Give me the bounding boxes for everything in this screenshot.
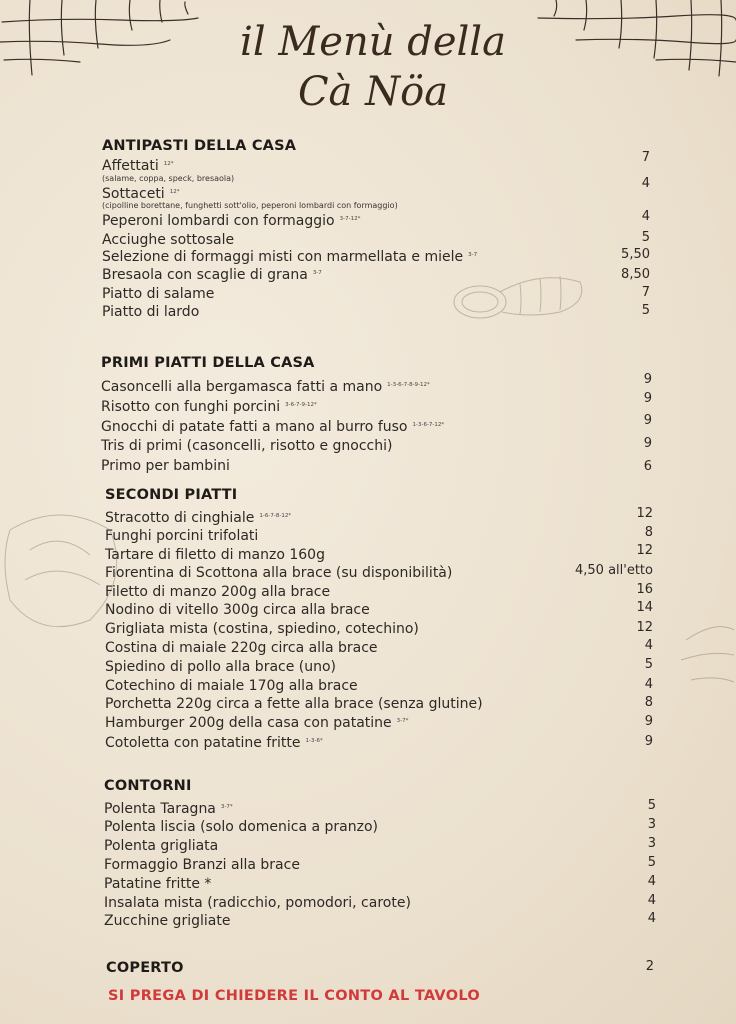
allergen-codes: 1-3-6* bbox=[305, 738, 323, 744]
allergen-codes: 12* bbox=[163, 161, 174, 167]
menu-item-name: Formaggio Branzi alla brace bbox=[104, 857, 300, 873]
menu-item-name: Hamburger 200g della casa con patatine bbox=[105, 715, 392, 731]
menu-item-description: (cipolline borettane, funghetti sott'olio, peperoni lombardi con formaggio) bbox=[102, 201, 398, 210]
menu-item-price: 4 bbox=[644, 638, 653, 653]
menu-item-name: Peperoni lombardi con formaggio bbox=[102, 213, 335, 229]
menu-item-price: 6 bbox=[643, 459, 652, 474]
menu-item-name: Polenta liscia (solo domenica a pranzo) bbox=[104, 819, 379, 835]
menu-item bbox=[105, 528, 258, 544]
salami-sketch-illustration bbox=[450, 262, 590, 332]
menu-item-price: 8 bbox=[644, 695, 653, 710]
section-heading-primi: PRIMI PIATTI DELLA CASA bbox=[101, 355, 315, 371]
allergen-codes: 3-7* bbox=[396, 718, 409, 724]
menu-item-name: Sottaceti bbox=[102, 186, 165, 202]
coperto-label: COPERTO bbox=[106, 960, 184, 976]
menu-item-name: Piatto di salame bbox=[102, 286, 215, 302]
menu-item-name: Filetto di manzo 200g alla brace bbox=[105, 584, 331, 600]
allergen-codes: 3-7-12* bbox=[339, 216, 361, 222]
menu-item-price: 4 bbox=[641, 209, 650, 224]
menu-item bbox=[105, 584, 330, 600]
menu-item-name: Cotoletta con patatine fritte bbox=[105, 735, 301, 751]
menu-item bbox=[105, 640, 378, 656]
menu-item-price: 5,50 bbox=[621, 247, 650, 262]
menu-item-price: 8 bbox=[644, 525, 653, 540]
menu-item bbox=[105, 659, 336, 675]
menu-item bbox=[105, 621, 419, 637]
menu-item-price: 14 bbox=[636, 600, 653, 615]
menu-item bbox=[102, 213, 360, 229]
menu-item-price: 5 bbox=[641, 303, 650, 318]
menu-item bbox=[101, 399, 317, 415]
menu-item-name: Patatine fritte * bbox=[104, 876, 212, 892]
allergen-codes: 3-7 bbox=[312, 270, 322, 276]
menu-item-name: Primo per bambini bbox=[101, 458, 230, 474]
menu-item-name: Nodino di vitello 300g circa alla brace bbox=[105, 602, 370, 618]
menu-item bbox=[101, 379, 430, 395]
menu-item bbox=[102, 232, 234, 248]
menu-item-price: 5 bbox=[647, 855, 656, 870]
menu-item-name: Bresaola con scaglie di grana bbox=[102, 267, 308, 283]
menu-item bbox=[101, 419, 444, 435]
menu-item bbox=[102, 267, 322, 283]
menu-item bbox=[104, 801, 233, 817]
menu-item-name: Zucchine grigliate bbox=[104, 913, 231, 929]
menu-item-price: 4 bbox=[647, 911, 656, 926]
menu-item-name: Polenta Taragna bbox=[104, 801, 216, 817]
menu-item-price: 5 bbox=[644, 657, 653, 672]
menu-item bbox=[105, 715, 408, 731]
menu-item bbox=[102, 158, 174, 174]
menu-item-name: Costina di maiale 220g circa alla brace bbox=[105, 640, 378, 656]
menu-item-name: Tris di primi (casoncelli, risotto e gnocchi) bbox=[101, 438, 393, 454]
menu-item-name: Porchetta 220g circa a fette alla brace (senza glutine) bbox=[105, 696, 483, 712]
menu-item bbox=[104, 857, 300, 873]
menu-item bbox=[105, 678, 358, 694]
menu-item bbox=[104, 838, 218, 854]
menu-item-price: 4 bbox=[647, 893, 656, 908]
menu-item-name: Fiorentina di Scottona alla brace (su disponibilità) bbox=[105, 565, 453, 581]
menu-item bbox=[101, 458, 230, 474]
menu-item-price: 9 bbox=[643, 436, 652, 451]
allergen-codes: 1-6-7-8-12* bbox=[259, 513, 292, 519]
menu-item-price: 3 bbox=[647, 817, 656, 832]
ask-bill-notice: SI PREGA DI CHIEDERE IL CONTO AL TAVOLO bbox=[108, 988, 480, 1004]
menu-item-name: Acciughe sottosale bbox=[102, 232, 235, 248]
menu-item bbox=[102, 186, 179, 202]
menu-item-name: Piatto di lardo bbox=[102, 304, 200, 320]
menu-item bbox=[101, 438, 392, 454]
menu-item-name: Stracotto di cinghiale bbox=[105, 510, 255, 526]
menu-item-name: Risotto con funghi porcini bbox=[101, 399, 281, 415]
menu-item-name: Funghi porcini trifolati bbox=[105, 528, 259, 544]
menu-item-name: Gnocchi di patate fatti a mano al burro fuso bbox=[101, 419, 408, 435]
menu-title-line-2: Cà Nöa bbox=[297, 69, 449, 115]
menu-item-price: 4 bbox=[644, 677, 653, 692]
menu-item-name: Selezione di formaggi misti con marmellata e miele bbox=[102, 249, 464, 265]
menu-item bbox=[102, 249, 477, 265]
menu-item bbox=[105, 547, 325, 563]
menu-item-price: 9 bbox=[643, 413, 652, 428]
menu-item-name: Grigliata mista (costina, spiedino, cotechino) bbox=[105, 621, 419, 637]
menu-item bbox=[105, 565, 452, 581]
menu-item bbox=[105, 696, 483, 712]
menu-item-price: 4 bbox=[647, 874, 656, 889]
menu-item bbox=[105, 510, 291, 526]
menu-item-name: Insalata mista (radicchio, pomodori, carote) bbox=[104, 895, 411, 911]
section-heading-contorni: CONTORNI bbox=[104, 778, 192, 794]
coperto-price: 2 bbox=[645, 959, 654, 974]
menu-title-line-1: il Menù della bbox=[240, 19, 506, 65]
menu-item-price: 9 bbox=[643, 391, 652, 406]
menu-item-price: 7 bbox=[641, 285, 650, 300]
allergen-codes: 3-7* bbox=[220, 804, 233, 810]
menu-item bbox=[102, 286, 214, 302]
menu-item-price: 9 bbox=[644, 714, 653, 729]
menu-item-price: 5 bbox=[647, 798, 656, 813]
section-heading-antipasti: ANTIPASTI DELLA CASA bbox=[102, 138, 297, 154]
menu-item-name: Cotechino di maiale 170g alla brace bbox=[105, 678, 358, 694]
menu-item bbox=[102, 304, 199, 320]
menu-item-description: (salame, coppa, speck, bresaola) bbox=[102, 174, 235, 183]
menu-item-price: 16 bbox=[636, 582, 653, 597]
section-heading-secondi: SECONDI PIATTI bbox=[105, 487, 238, 503]
menu-item bbox=[104, 895, 411, 911]
menu-item bbox=[104, 819, 378, 835]
allergen-codes: 1-3-6-7-12* bbox=[412, 422, 445, 428]
menu-item-price: 3 bbox=[647, 836, 656, 851]
allergen-codes: 3-7 bbox=[468, 252, 478, 258]
menu-item-price: 4 bbox=[641, 176, 650, 191]
menu-item-price: 9 bbox=[644, 734, 653, 749]
menu-item-price: 12 bbox=[636, 620, 653, 635]
allergen-codes: 3-6-7-9-12* bbox=[285, 402, 317, 408]
menu-item-name: Tartare di filetto di manzo 160g bbox=[105, 547, 325, 563]
menu-item-price: 7 bbox=[641, 150, 650, 165]
menu-item bbox=[104, 876, 211, 892]
menu-item-price: 5 bbox=[641, 230, 650, 245]
menu-item-price: 12 bbox=[636, 543, 653, 558]
menu-item-price: 8,50 bbox=[621, 267, 650, 282]
menu-item-name: Polenta grigliata bbox=[104, 838, 219, 854]
menu-item-name: Casoncelli alla bergamasca fatti a mano bbox=[101, 379, 383, 395]
menu-item-name: Affettati bbox=[102, 158, 159, 174]
menu-item-name: Spiedino di pollo alla brace (uno) bbox=[105, 659, 337, 675]
vegetable-sketch-illustration bbox=[676, 620, 736, 700]
allergen-codes: 1-3-6-7-8-9-12* bbox=[387, 382, 430, 388]
menu-item-price: 4,50 all'etto bbox=[575, 563, 653, 578]
menu-item-price: 9 bbox=[643, 372, 652, 387]
menu-item-price: 12 bbox=[636, 506, 653, 521]
menu-item bbox=[105, 602, 370, 618]
menu-item bbox=[105, 735, 323, 751]
menu-item bbox=[104, 913, 230, 929]
allergen-codes: 12* bbox=[169, 189, 180, 195]
